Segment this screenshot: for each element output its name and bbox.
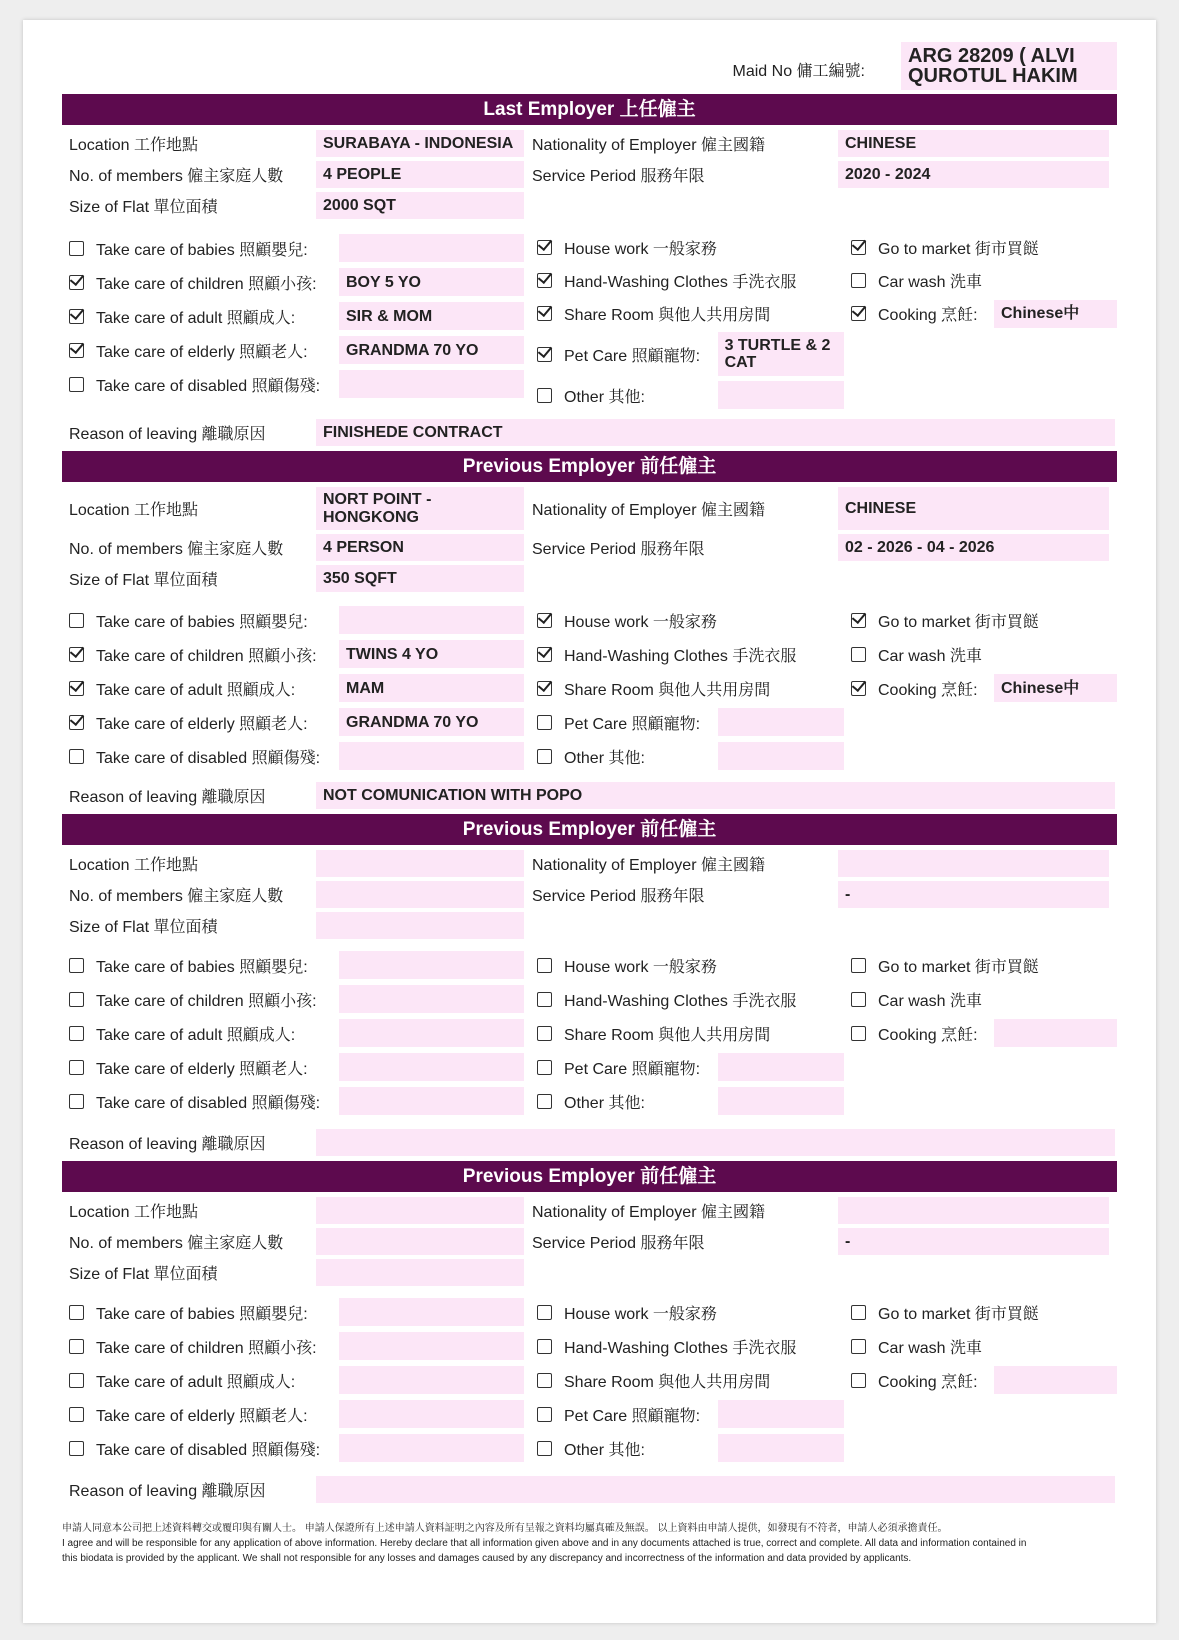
elderly-label: Take care of elderly 照顧老人: [96,1407,308,1425]
other-label: Other 其他: [564,1094,645,1112]
service-label: Service Period 服務年限 [532,168,705,185]
flat-label: Size of Flat 單位面積 [69,572,218,589]
petcare-field[interactable] [718,1400,844,1428]
checkbox-adult[interactable] [69,681,84,696]
carwash-label: Car wash 洗車 [878,274,983,291]
checkbox-carwash[interactable] [851,1339,866,1354]
disabled-field[interactable] [339,370,524,398]
checkbox-babies[interactable] [69,1305,84,1320]
market-label: Go to market 街市買餸 [878,613,1039,631]
checkbox-adult[interactable] [69,1026,84,1041]
duties-grid [62,603,1117,773]
carwash-label: Car wash 洗車 [878,992,983,1010]
duties-grid [62,948,1117,1118]
location-field[interactable] [316,487,524,530]
housework-label: House work 一般家務 [564,958,717,976]
babies-label: Take care of babies 照顧嬰兒: [96,613,308,631]
location-label: Location 工作地點 [69,137,198,154]
checkbox-housework[interactable] [537,240,552,255]
children-label: Take care of children 照顧小孩: [96,1339,317,1357]
members-field[interactable] [316,881,524,908]
nationality-field[interactable] [838,1197,1109,1224]
checkbox-petcare[interactable] [537,347,552,362]
location-field[interactable] [316,850,524,877]
checkbox-handwash[interactable] [537,273,552,288]
children-label: Take care of children 照顧小孩: [96,275,317,293]
adult-field[interactable]: MAM [339,674,524,702]
checkbox-elderly[interactable] [69,715,84,730]
cooking-label: Cooking 烹飪: [878,307,978,324]
service-field[interactable]: 2020 - 2024 [838,161,1109,188]
checkbox-market[interactable] [851,1305,866,1320]
children-label: Take care of children 照顧小孩: [96,647,317,665]
checkbox-carwash[interactable] [851,647,866,662]
reason-label: Reason of leaving 離職原因 [69,1136,266,1153]
disabled-field[interactable] [339,1434,524,1462]
market-label: Go to market 街市買餸 [878,1305,1039,1323]
adult-field[interactable] [339,1366,524,1394]
shareroom-label: Share Room 與他人共用房間 [564,1026,771,1044]
adult-label: Take care of adult 照顧成人: [96,309,296,327]
handwash-label: Hand-Washing Clothes 手洗衣服 [564,992,797,1010]
cooking-field[interactable] [994,1366,1117,1394]
babies-label: Take care of babies 照顧嬰兒: [96,241,308,259]
checkbox-children[interactable] [69,647,84,662]
maid-number-line1: ARG 28209 ( ALVI [908,45,1075,67]
babies-field[interactable] [339,951,524,979]
checkbox-other[interactable] [537,749,552,764]
market-label: Go to market 街市買餸 [878,241,1039,258]
children-field[interactable]: TWINS 4 YO [339,640,524,668]
maid-number-row [62,42,1117,94]
checkbox-elderly[interactable] [69,1407,84,1422]
section-title: Previous Employer 前任僱主 [62,451,1117,482]
adult-label: Take care of adult 照顧成人: [96,1026,296,1044]
children-field[interactable]: BOY 5 YO [339,268,524,296]
cooking-field[interactable] [994,1019,1117,1047]
other-label: Other 其他: [564,1441,645,1459]
checkbox-other[interactable] [537,1441,552,1456]
checkbox-shareroom[interactable] [537,306,552,321]
housework-label: House work 一般家務 [564,1305,717,1323]
cooking-field[interactable]: Chinese中 [994,300,1117,328]
elderly-field[interactable]: GRANDMA 70 YO [339,708,524,736]
nationality-field[interactable]: CHINESE [838,487,1109,530]
babies-label: Take care of babies 照顧嬰兒: [96,1305,308,1323]
nationality-label: Nationality of Employer 僱主國籍 [532,1204,765,1221]
members-label: No. of members 僱主家庭人數 [69,1235,284,1252]
flat-field[interactable] [316,912,524,939]
checkbox-children[interactable] [69,275,84,290]
babies-field[interactable] [339,1298,524,1326]
checkbox-shareroom[interactable] [537,1026,552,1041]
last-employer-section [62,94,1117,448]
handwash-label: Hand-Washing Clothes 手洗衣服 [564,1339,797,1357]
checkbox-cooking[interactable] [851,1026,866,1041]
previous-employer-section-3 [62,1161,1117,1505]
location-field[interactable] [316,1197,524,1224]
flat-label: Size of Flat 單位面積 [69,199,218,216]
declaration-english-1: I agree and will be responsible for any application of above information. Hereby declare that all information given above and in any documents attached is true, correct and complete. All data and information contained in [62,1538,1027,1549]
checkbox-disabled[interactable] [69,1441,84,1456]
checkbox-petcare[interactable] [537,715,552,730]
handwash-label: Hand-Washing Clothes 手洗衣服 [564,647,797,665]
flat-field[interactable]: 350 SQFT [316,565,524,592]
service-label: Service Period 服務年限 [532,888,705,905]
location-label: Location 工作地點 [69,857,198,874]
shareroom-label: Share Room 與他人共用房間 [564,681,771,699]
location-line2: HONGKONG [323,508,419,526]
handwash-label: Hand-Washing Clothes 手洗衣服 [564,274,797,291]
disabled-label: Take care of disabled 照顧傷殘: [96,1094,321,1112]
other-label: Other 其他: [564,749,645,767]
petcare-label: Pet Care 照顧寵物: [564,1060,701,1078]
checkbox-adult[interactable] [69,309,84,324]
nationality-label: Nationality of Employer 僱主國籍 [532,502,765,519]
reason-label: Reason of leaving 離職原因 [69,1483,266,1500]
shareroom-label: Share Room 與他人共用房間 [564,307,771,324]
checkbox-elderly[interactable] [69,1060,84,1075]
checkbox-babies[interactable] [69,241,84,256]
members-label: No. of members 僱主家庭人數 [69,888,284,905]
form-content [62,42,1117,1566]
checkbox-cooking[interactable] [851,1373,866,1388]
adult-field[interactable] [339,1019,524,1047]
declaration-footer [62,1521,1117,1566]
babies-field[interactable] [339,606,524,634]
checkbox-disabled[interactable] [69,1094,84,1109]
cooking-label: Cooking 烹飪: [878,1026,978,1044]
checkbox-shareroom[interactable] [537,1373,552,1388]
elderly-field[interactable] [339,1400,524,1428]
flat-label: Size of Flat 單位面積 [69,919,218,936]
checkbox-disabled[interactable] [69,749,84,764]
children-field[interactable] [339,1332,524,1360]
checkbox-cooking[interactable] [851,306,866,321]
elderly-label: Take care of elderly 照顧老人: [96,343,308,361]
checkbox-disabled[interactable] [69,377,84,392]
checkbox-children[interactable] [69,992,84,1007]
checkbox-market[interactable] [851,613,866,628]
children-label: Take care of children 照顧小孩: [96,992,317,1010]
members-field[interactable]: 4 PERSON [316,534,524,561]
declaration-chinese: 申請人同意本公司把上述資料轉交或覆印與有關人士。 申請人保證所有上述申請人資料証明之內容及所有呈報之資料均屬真確及無誤。 以上資料由申請人提供，如發現有不符者，申請人必須承擔責任。 [62,1523,948,1534]
checkbox-cooking[interactable] [851,681,866,696]
location-field[interactable]: SURABAYA - INDONESIA [316,130,524,157]
petcare-label: Pet Care 照顧寵物: [564,347,701,365]
elderly-field[interactable]: GRANDMA 70 YO [339,336,524,364]
adult-label: Take care of adult 照顧成人: [96,681,296,699]
maid-number-line2: QUROTUL HAKIM [908,65,1078,87]
elderly-field[interactable] [339,1053,524,1081]
service-label: Service Period 服務年限 [532,541,705,558]
reason-field[interactable] [316,1476,1115,1503]
checkbox-handwash[interactable] [537,992,552,1007]
biodata-page [23,20,1156,1623]
babies-label: Take care of babies 照顧嬰兒: [96,958,308,976]
section-title: Last Employer 上任僱主 [62,94,1117,125]
other-field[interactable] [718,742,844,770]
petcare-label: Pet Care 照顧寵物: [564,715,701,733]
disabled-label: Take care of disabled 照顧傷殘: [96,749,321,767]
checkbox-market[interactable] [851,958,866,973]
checkbox-petcare[interactable] [537,1407,552,1422]
checkbox-petcare[interactable] [537,1060,552,1075]
service-field[interactable]: - [838,881,1109,908]
maid-number-field[interactable] [901,42,1117,90]
adult-field[interactable]: SIR & MOM [339,302,524,330]
previous-employer-section-1 [62,451,1117,811]
petcare-line2: CAT [724,354,757,371]
babies-field[interactable] [339,234,524,262]
checkbox-housework[interactable] [537,1305,552,1320]
checkbox-carwash[interactable] [851,273,866,288]
checkbox-shareroom[interactable] [537,681,552,696]
petcare-field[interactable] [718,332,844,376]
cooking-label: Cooking 烹飪: [878,1373,978,1391]
reason-field[interactable] [316,1129,1115,1156]
housework-label: House work 一般家務 [564,613,717,631]
checkbox-housework[interactable] [537,958,552,973]
checkbox-adult[interactable] [69,1373,84,1388]
other-field[interactable] [718,381,844,409]
adult-label: Take care of adult 照顧成人: [96,1373,296,1391]
disabled-field[interactable] [339,742,524,770]
petcare-line1: 3 TURTLE & 2 [724,337,831,354]
carwash-label: Car wash 洗車 [878,647,983,665]
elderly-label: Take care of elderly 照顧老人: [96,715,308,733]
members-label: No. of members 僱主家庭人數 [69,541,284,558]
checkbox-carwash[interactable] [851,992,866,1007]
checkbox-babies[interactable] [69,613,84,628]
previous-employer-section-2 [62,814,1117,1158]
cooking-field[interactable]: Chinese中 [994,674,1117,702]
reason-label: Reason of leaving 離職原因 [69,426,266,443]
housework-label: House work 一般家務 [564,241,717,258]
location-label: Location 工作地點 [69,1204,198,1221]
nationality-field[interactable]: CHINESE [838,130,1109,157]
section-title: Previous Employer 前任僱主 [62,814,1117,845]
nationality-label: Nationality of Employer 僱主國籍 [532,857,765,874]
checkbox-other[interactable] [537,388,552,403]
children-field[interactable] [339,985,524,1013]
reason-field[interactable]: NOT COMUNICATION WITH POPO [316,782,1115,809]
cooking-label: Cooking 烹飪: [878,681,978,699]
other-label: Other 其他: [564,388,645,406]
service-label: Service Period 服務年限 [532,1235,705,1252]
service-field[interactable]: 02 - 2026 - 04 - 2026 [838,534,1109,561]
other-field[interactable] [718,1434,844,1462]
checkbox-elderly[interactable] [69,343,84,358]
checkbox-children[interactable] [69,1339,84,1354]
members-field[interactable]: 4 PEOPLE [316,161,524,188]
maid-number-label: Maid No 傭工編號: [732,63,865,80]
checkbox-handwash[interactable] [537,1339,552,1354]
location-label: Location 工作地點 [69,502,198,519]
reason-label: Reason of leaving 離職原因 [69,789,266,806]
disabled-label: Take care of disabled 照顧傷殘: [96,377,321,395]
carwash-label: Car wash 洗車 [878,1339,983,1357]
section-title: Previous Employer 前任僱主 [62,1161,1117,1192]
checkbox-handwash[interactable] [537,647,552,662]
declaration-english-2: this biodata is provided by the applicant. We shall not responsible for any losses and damages caused by any discrepancy and incorrectness of the information and data provided by applicants. [62,1553,912,1564]
petcare-field[interactable] [718,708,844,736]
nationality-field[interactable] [838,850,1109,877]
petcare-field[interactable] [718,1053,844,1081]
flat-label: Size of Flat 單位面積 [69,1266,218,1283]
flat-field[interactable]: 2000 SQT [316,192,524,219]
reason-field[interactable]: FINISHEDE CONTRACT [316,419,1115,446]
checkbox-babies[interactable] [69,958,84,973]
other-field[interactable] [718,1087,844,1115]
petcare-label: Pet Care 照顧寵物: [564,1407,701,1425]
market-label: Go to market 街市買餸 [878,958,1039,976]
checkbox-housework[interactable] [537,613,552,628]
elderly-label: Take care of elderly 照顧老人: [96,1060,308,1078]
checkbox-other[interactable] [537,1094,552,1109]
location-line1: NORT POINT - [323,490,432,508]
members-label: No. of members 僱主家庭人數 [69,168,284,185]
flat-field[interactable] [316,1259,524,1286]
disabled-field[interactable] [339,1087,524,1115]
checkbox-market[interactable] [851,240,866,255]
members-field[interactable] [316,1228,524,1255]
duties-grid [62,1295,1117,1465]
nationality-label: Nationality of Employer 僱主國籍 [532,137,765,154]
service-field[interactable]: - [838,1228,1109,1255]
duties-grid [62,231,1117,412]
shareroom-label: Share Room 與他人共用房間 [564,1373,771,1391]
disabled-label: Take care of disabled 照顧傷殘: [96,1441,321,1459]
